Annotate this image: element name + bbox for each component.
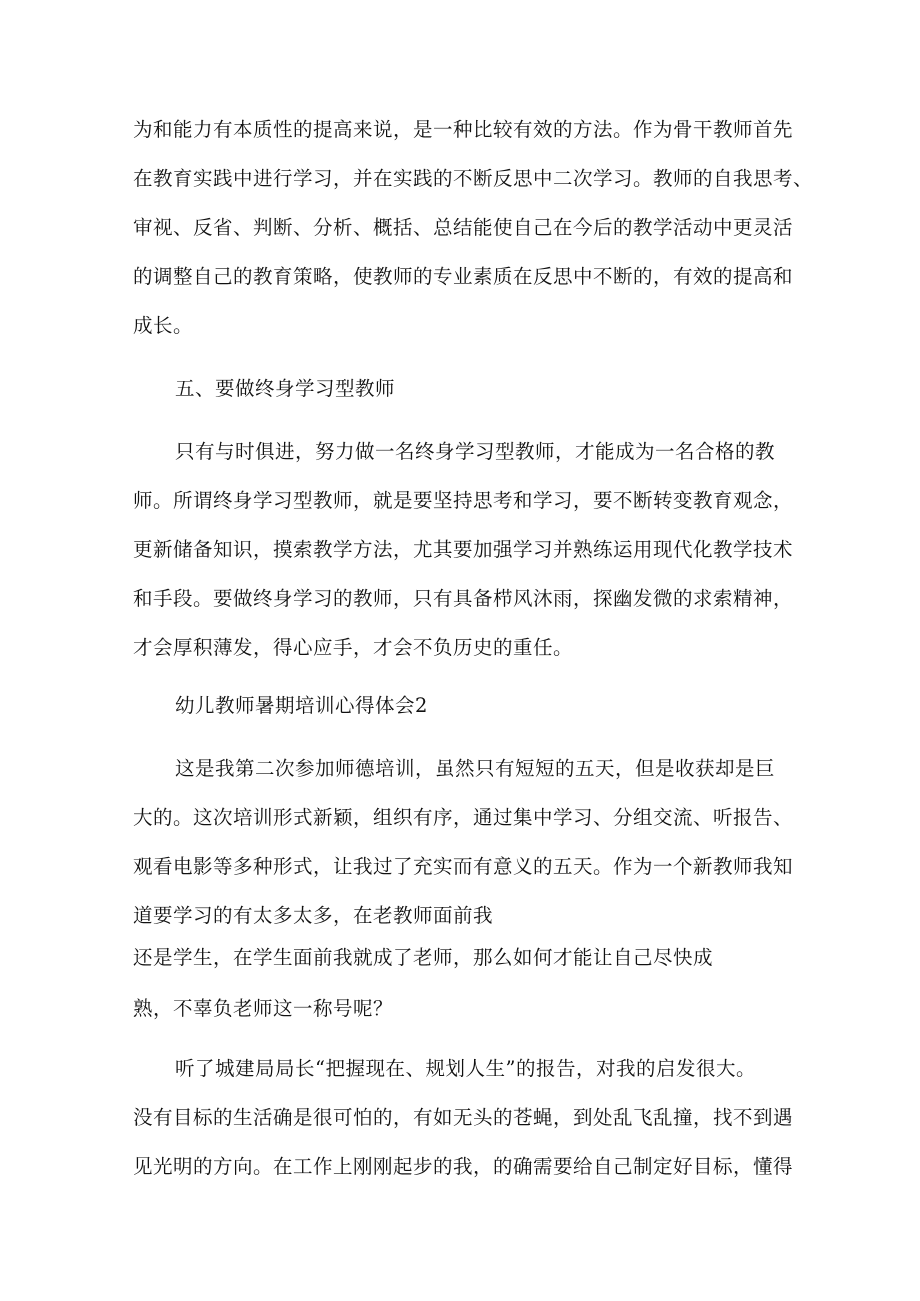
paragraph-2-line-4: 和手段。要做终身学习的教师，只有具备栉风沐雨，探幽发微的求索精神，: [133, 587, 794, 610]
paragraph-1-line-4: 的调整自己的教育策略，使教师的专业素质在反思中不断的，有效的提高和: [133, 265, 794, 288]
paragraph-3-line-1: 这是我第二次参加师德培训，虽然只有短短的五天，但是收获却是巨: [175, 757, 776, 780]
section-heading-5: 五、要做终身学习型教师: [175, 377, 396, 400]
paragraph-2-line-1: 只有与时俱进，努力做一名终身学习型教师，才能成为一名合格的教: [175, 440, 776, 463]
paragraph-2-line-3: 更新储备知识，摸索教学方法，尤其要加强学习并熟练运用现代化教学技术: [133, 538, 794, 561]
paragraph-2-line-5: 才会厚积薄发，得心应手，才会不负历史的重任。: [133, 636, 574, 659]
paragraph-1-line-5: 成长。: [133, 314, 194, 337]
paragraph-3-line-5: 还是学生，在学生面前我就成了老师，那么如何才能让自己尽快成: [133, 946, 714, 969]
paragraph-1-line-3: 审视、反省、判断、分析、概括、总结能使自己在今后的教学活动中更灵活: [133, 216, 794, 239]
paragraph-4-line-3: 见光明的方向。在工作上刚刚起步的我，的确需要给自己制定好目标，懂得: [133, 1155, 794, 1178]
paragraph-1-line-2: 在教育实践中进行学习，并在实践的不断反思中二次学习。教师的自我思考、: [133, 167, 814, 190]
paragraph-3-line-6: 熟，不辜负老师这一称号呢？: [133, 997, 394, 1020]
paragraph-2-line-2: 师。所谓终身学习型教师，就是要坚持思考和学习，要不断转变教育观念，: [133, 489, 794, 512]
paragraph-3-line-4: 道要学习的有太多太多，在老教师面前我: [133, 904, 494, 927]
paragraph-3-line-3: 观看电影等多种形式，让我过了充实而有意义的五天。作为一个新教师我知: [133, 855, 794, 878]
paragraph-1-line-1: 为和能力有本质性的提高来说，是一种比较有效的方法。作为骨干教师首先: [133, 118, 794, 141]
paragraph-4-line-1: 听了城建局局长“把握现在、规划人生”的报告，对我的启发很大。: [175, 1057, 756, 1080]
paragraph-4-line-2: 没有目标的生活确是很可怕的，有如无头的苍蝇，到处乱飞乱撞，找不到遇: [133, 1106, 794, 1129]
article-title-2: 幼儿教师暑期培训心得体会2: [175, 694, 428, 717]
paragraph-3-line-2: 大的。这次培训形式新颖，组织有序，通过集中学习、分组交流、听报告、: [133, 806, 794, 829]
